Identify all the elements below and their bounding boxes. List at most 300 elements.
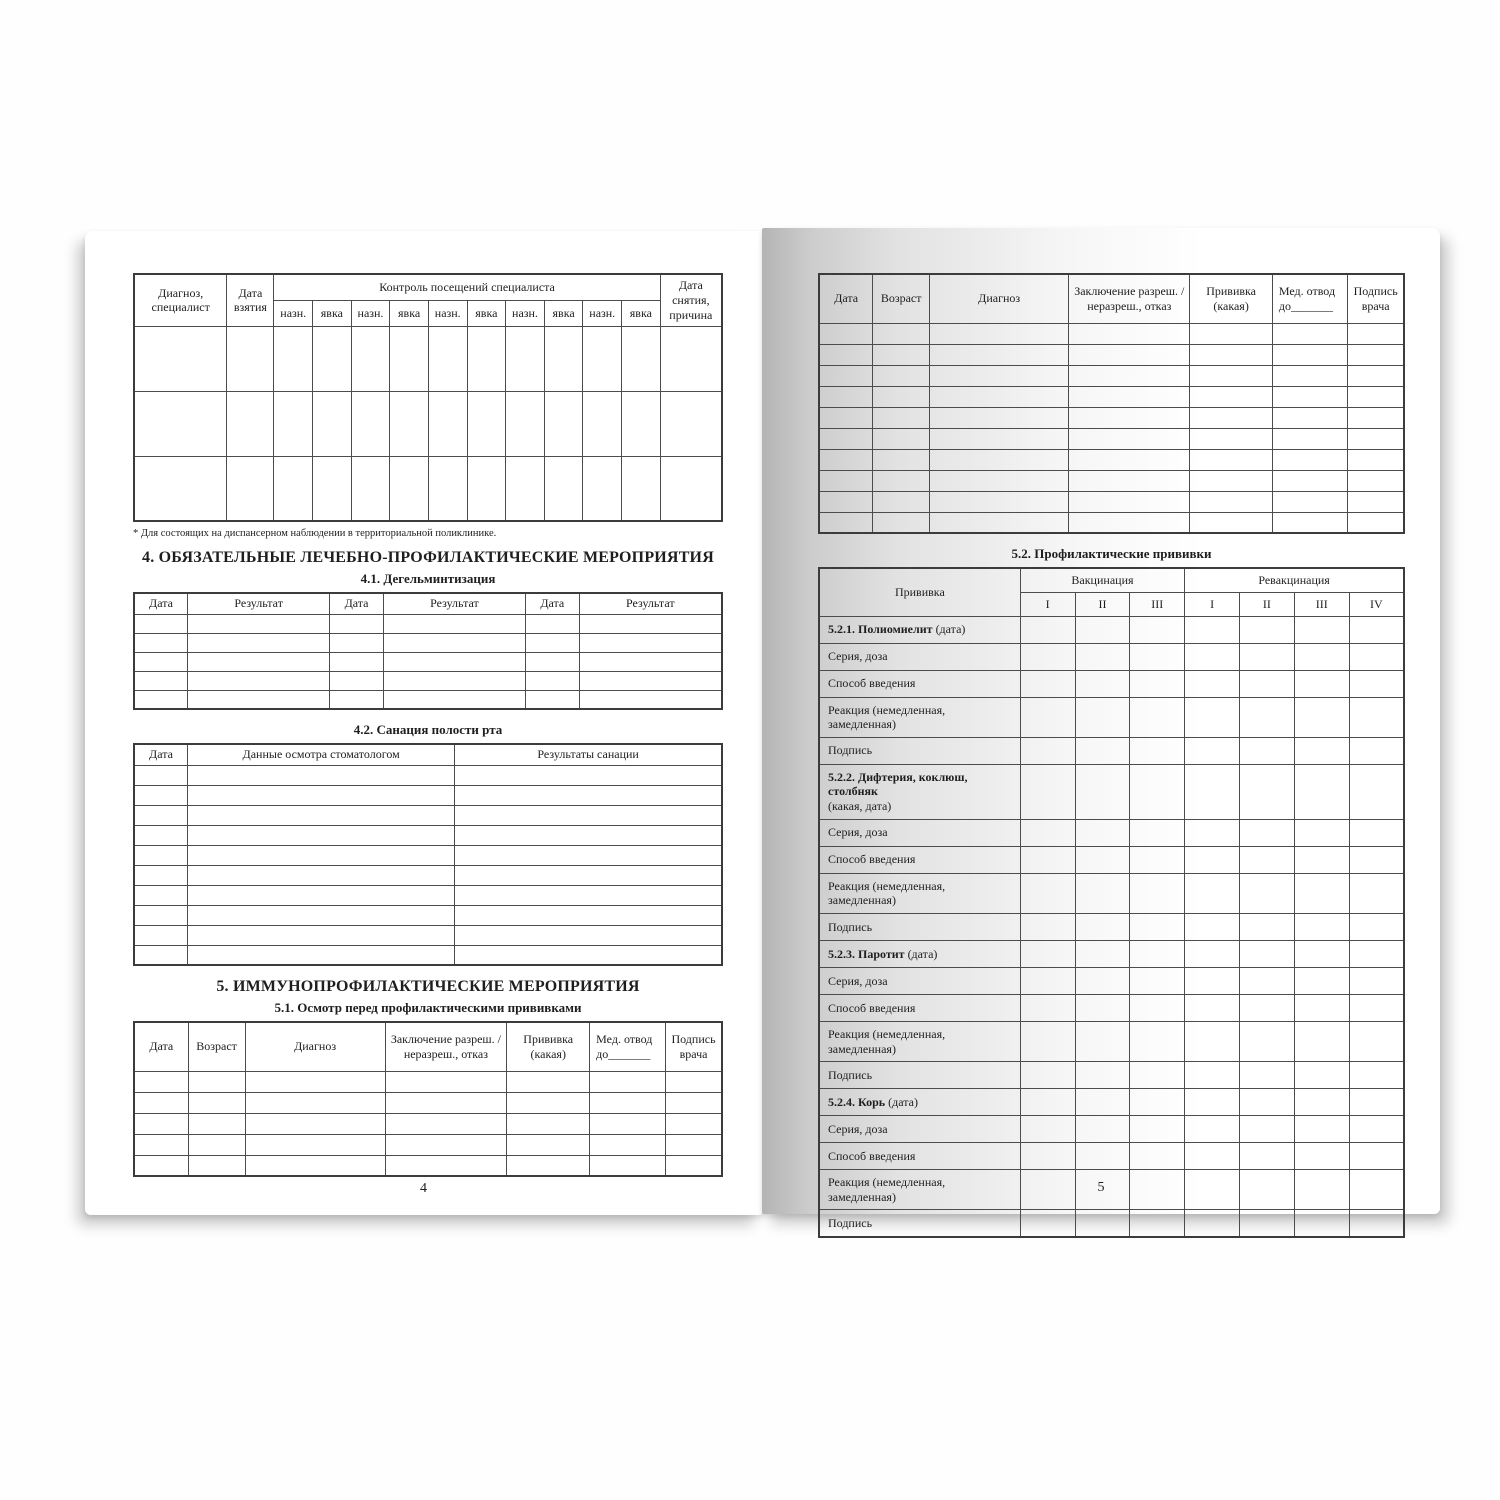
- empty-cell: [467, 456, 506, 521]
- empty-cell: [134, 1155, 188, 1176]
- vaccinations-table: [818, 567, 1405, 1238]
- table-row: [134, 1113, 722, 1134]
- empty-cell: [1069, 386, 1190, 407]
- empty-cell: [506, 456, 545, 521]
- vaccination-row-label: Серия, доза: [819, 643, 1020, 670]
- empty-cell: [1020, 940, 1075, 967]
- vaccination-row-label: Способ введения: [819, 846, 1020, 873]
- section-4-title: 4. ОБЯЗАТЕЛЬНЫЕ ЛЕЧЕБНО-ПРОФИЛАКТИЧЕСКИЕ МЕРОПРИЯТИЯ: [142, 549, 714, 566]
- empty-cell: [1239, 1143, 1294, 1170]
- vaccination-row: [819, 940, 1404, 967]
- col-revaccination-4: IV: [1349, 592, 1404, 616]
- empty-cell: [1239, 846, 1294, 873]
- empty-cell: [1075, 846, 1130, 873]
- empty-cell: [873, 512, 930, 533]
- empty-cell: [351, 456, 390, 521]
- empty-cell: [1075, 737, 1130, 764]
- empty-cell: [385, 1092, 507, 1113]
- empty-cell: [1130, 1089, 1185, 1116]
- empty-cell: [590, 1134, 666, 1155]
- empty-cell: [1272, 386, 1347, 407]
- table-row: [819, 365, 1404, 386]
- empty-cell: [455, 925, 722, 945]
- empty-cell: [1272, 428, 1347, 449]
- empty-cell: [1075, 873, 1130, 913]
- empty-cell: [1272, 407, 1347, 428]
- vaccination-row: [819, 1021, 1404, 1061]
- table-row: [134, 614, 722, 633]
- empty-cell: [1190, 491, 1272, 512]
- empty-cell: [1020, 967, 1075, 994]
- empty-cell: [188, 905, 455, 925]
- section-4-1-title: 4.1. Дегельминтизация: [360, 571, 496, 586]
- empty-cell: [455, 905, 722, 925]
- empty-cell: [1239, 643, 1294, 670]
- empty-cell: [930, 491, 1069, 512]
- empty-cell: [1349, 616, 1404, 643]
- col-age: Возраст: [873, 274, 930, 323]
- empty-cell: [1185, 940, 1240, 967]
- empty-cell: [1130, 873, 1185, 913]
- table-row: [134, 690, 722, 709]
- empty-cell: [526, 614, 580, 633]
- empty-cell: [383, 652, 525, 671]
- empty-cell: [819, 344, 873, 365]
- empty-cell: [188, 765, 455, 785]
- dispensary-observation-table: [133, 273, 723, 522]
- col-visit-control: Контроль посещений специалиста: [274, 274, 660, 300]
- dispensary-table-body: [134, 326, 722, 521]
- table-row: [819, 323, 1404, 344]
- vaccination-row-label: Подпись: [819, 1062, 1020, 1089]
- empty-cell: [134, 1134, 188, 1155]
- empty-cell: [526, 652, 580, 671]
- empty-cell: [1349, 1210, 1404, 1237]
- empty-cell: [1075, 616, 1130, 643]
- empty-cell: [455, 885, 722, 905]
- empty-cell: [245, 1155, 385, 1176]
- empty-cell: [134, 1113, 188, 1134]
- empty-cell: [1130, 616, 1185, 643]
- col-vaccination-group: Вакцинация: [1020, 568, 1184, 592]
- empty-cell: [1185, 764, 1240, 819]
- col-date: Дата: [134, 744, 188, 765]
- empty-cell: [1349, 846, 1404, 873]
- empty-cell: [188, 1155, 245, 1176]
- empty-cell: [1020, 737, 1075, 764]
- empty-cell: [245, 1092, 385, 1113]
- empty-cell: [330, 633, 384, 652]
- empty-cell: [1294, 967, 1349, 994]
- empty-cell: [930, 386, 1069, 407]
- empty-cell: [383, 614, 525, 633]
- empty-cell: [1075, 1089, 1130, 1116]
- empty-cell: [1239, 967, 1294, 994]
- col-doctor-signature: Подпись врача: [666, 1022, 722, 1071]
- col-appointed: назн.: [274, 300, 313, 326]
- col-dentist-exam: Данные осмотра стоматологом: [188, 744, 455, 765]
- empty-cell: [583, 326, 622, 391]
- empty-cell: [1185, 994, 1240, 1021]
- deworming-table-body: [134, 614, 722, 709]
- empty-cell: [1069, 428, 1190, 449]
- empty-cell: [383, 671, 525, 690]
- empty-cell: [188, 652, 330, 671]
- empty-cell: [313, 326, 352, 391]
- empty-cell: [1020, 994, 1075, 1021]
- empty-cell: [1069, 323, 1190, 344]
- empty-cell: [1185, 1116, 1240, 1143]
- empty-cell: [590, 1071, 666, 1092]
- empty-cell: [1020, 1062, 1075, 1089]
- table-row: [134, 865, 722, 885]
- table-row: [134, 1155, 722, 1176]
- empty-cell: [1348, 365, 1404, 386]
- empty-cell: [1185, 1089, 1240, 1116]
- empty-cell: [1075, 994, 1130, 1021]
- empty-cell: [188, 865, 455, 885]
- empty-cell: [390, 456, 429, 521]
- empty-cell: [188, 945, 455, 965]
- empty-cell: [1190, 323, 1272, 344]
- empty-cell: [390, 326, 429, 391]
- empty-cell: [1239, 819, 1294, 846]
- empty-cell: [930, 323, 1069, 344]
- empty-cell: [1294, 764, 1349, 819]
- vaccination-row-label: Способ введения: [819, 1143, 1020, 1170]
- empty-cell: [1272, 323, 1347, 344]
- empty-cell: [1069, 407, 1190, 428]
- empty-cell: [1130, 697, 1185, 737]
- oral-sanitation-table-header: [134, 744, 722, 765]
- empty-cell: [455, 825, 722, 845]
- empty-cell: [1239, 994, 1294, 1021]
- empty-cell: [134, 614, 188, 633]
- empty-cell: [330, 671, 384, 690]
- empty-cell: [385, 1071, 507, 1092]
- empty-cell: [1069, 365, 1190, 386]
- table-row: [134, 1071, 722, 1092]
- deworming-table-header: [134, 593, 722, 614]
- table-row: [134, 391, 722, 456]
- empty-cell: [1130, 764, 1185, 819]
- vaccination-row-label: Серия, доза: [819, 819, 1020, 846]
- vaccination-row: [819, 873, 1404, 913]
- empty-cell: [467, 326, 506, 391]
- empty-cell: [1130, 643, 1185, 670]
- empty-cell: [390, 391, 429, 456]
- empty-cell: [1185, 913, 1240, 940]
- empty-cell: [622, 391, 661, 456]
- empty-cell: [526, 633, 580, 652]
- empty-cell: [526, 690, 580, 709]
- empty-cell: [873, 386, 930, 407]
- empty-cell: [1020, 1143, 1075, 1170]
- col-diagnosis: Диагноз: [930, 274, 1069, 323]
- col-revaccination-group: Ревакцинация: [1185, 568, 1404, 592]
- empty-cell: [1349, 819, 1404, 846]
- empty-cell: [506, 326, 545, 391]
- empty-cell: [1020, 643, 1075, 670]
- empty-cell: [1294, 1062, 1349, 1089]
- empty-cell: [1020, 670, 1075, 697]
- empty-cell: [544, 456, 583, 521]
- empty-cell: [544, 391, 583, 456]
- empty-cell: [1349, 764, 1404, 819]
- empty-cell: [930, 365, 1069, 386]
- empty-cell: [134, 690, 188, 709]
- empty-cell: [583, 391, 622, 456]
- col-vaccination-2: II: [1075, 592, 1130, 616]
- empty-cell: [930, 470, 1069, 491]
- empty-cell: [1190, 449, 1272, 470]
- dispensary-footnote: * Для состоящих на диспансерном наблюдении в территориальной поликлинике.: [133, 528, 497, 539]
- col-appointed: назн.: [506, 300, 545, 326]
- empty-cell: [274, 391, 313, 456]
- vaccination-row: [819, 1143, 1404, 1170]
- empty-cell: [1130, 819, 1185, 846]
- empty-cell: [1185, 643, 1240, 670]
- empty-cell: [579, 671, 722, 690]
- col-vaccine-name: Прививка: [819, 568, 1020, 616]
- empty-cell: [1020, 819, 1075, 846]
- empty-cell: [188, 690, 330, 709]
- empty-cell: [1239, 616, 1294, 643]
- empty-cell: [1190, 365, 1272, 386]
- empty-cell: [134, 1092, 188, 1113]
- empty-cell: [134, 925, 188, 945]
- empty-cell: [1020, 1210, 1075, 1237]
- empty-cell: [1130, 846, 1185, 873]
- prevaccination-continued-body: [819, 323, 1404, 533]
- vaccination-row-label: Реакция (немедленная, замедленная): [819, 873, 1020, 913]
- empty-cell: [507, 1092, 590, 1113]
- empty-cell: [819, 470, 873, 491]
- empty-cell: [1020, 764, 1075, 819]
- oral-sanitation-table: [133, 743, 723, 966]
- empty-cell: [1075, 643, 1130, 670]
- empty-cell: [1069, 470, 1190, 491]
- empty-cell: [1294, 913, 1349, 940]
- table-row: [134, 785, 722, 805]
- col-date: Дата: [330, 593, 384, 614]
- empty-cell: [1348, 323, 1404, 344]
- empty-cell: [1294, 994, 1349, 1021]
- empty-cell: [660, 391, 722, 456]
- empty-cell: [1294, 1116, 1349, 1143]
- col-result: Результат: [188, 593, 330, 614]
- empty-cell: [134, 391, 227, 456]
- empty-cell: [1020, 697, 1075, 737]
- empty-cell: [455, 865, 722, 885]
- empty-cell: [188, 671, 330, 690]
- empty-cell: [274, 456, 313, 521]
- empty-cell: [622, 456, 661, 521]
- empty-cell: [134, 785, 188, 805]
- empty-cell: [1348, 344, 1404, 365]
- table-row: [819, 512, 1404, 533]
- empty-cell: [666, 1071, 722, 1092]
- empty-cell: [188, 925, 455, 945]
- empty-cell: [1272, 365, 1347, 386]
- empty-cell: [1185, 616, 1240, 643]
- empty-cell: [274, 326, 313, 391]
- table-row: [134, 633, 722, 652]
- table-row: [134, 326, 722, 391]
- empty-cell: [1239, 1062, 1294, 1089]
- empty-cell: [507, 1113, 590, 1134]
- empty-cell: [134, 945, 188, 965]
- empty-cell: [819, 407, 873, 428]
- empty-cell: [1185, 697, 1240, 737]
- empty-cell: [1190, 428, 1272, 449]
- empty-cell: [1239, 737, 1294, 764]
- col-revaccination-3: III: [1294, 592, 1349, 616]
- vaccinations-table-header: [819, 568, 1404, 616]
- empty-cell: [1348, 407, 1404, 428]
- empty-cell: [819, 449, 873, 470]
- empty-cell: [1075, 940, 1130, 967]
- empty-cell: [1190, 407, 1272, 428]
- section-5-2-title: 5.2. Профилактические прививки: [1011, 546, 1212, 561]
- col-medical-exemption: Мед. отвод до_______: [1272, 274, 1347, 323]
- empty-cell: [1349, 967, 1404, 994]
- empty-cell: [507, 1155, 590, 1176]
- page-left: [85, 231, 762, 1215]
- empty-cell: [1069, 449, 1190, 470]
- table-row: [134, 905, 722, 925]
- empty-cell: [1130, 1143, 1185, 1170]
- empty-cell: [666, 1113, 722, 1134]
- empty-cell: [1020, 1021, 1075, 1061]
- col-removal-date: Дата снятия, причина: [660, 274, 722, 326]
- table-row: [819, 344, 1404, 365]
- empty-cell: [579, 633, 722, 652]
- empty-cell: [1272, 491, 1347, 512]
- empty-cell: [330, 652, 384, 671]
- empty-cell: [227, 391, 274, 456]
- empty-cell: [1130, 670, 1185, 697]
- col-vaccination-3: III: [1130, 592, 1185, 616]
- table-row: [134, 945, 722, 965]
- empty-cell: [1349, 994, 1404, 1021]
- page-left-content: [85, 231, 762, 1196]
- empty-cell: [351, 391, 390, 456]
- empty-cell: [1130, 940, 1185, 967]
- empty-cell: [188, 1092, 245, 1113]
- empty-cell: [1239, 913, 1294, 940]
- col-appointed: назн.: [583, 300, 622, 326]
- empty-cell: [245, 1113, 385, 1134]
- empty-cell: [188, 1071, 245, 1092]
- col-result: Результат: [579, 593, 722, 614]
- empty-cell: [330, 690, 384, 709]
- empty-cell: [873, 491, 930, 512]
- col-attended: явка: [622, 300, 661, 326]
- empty-cell: [1294, 643, 1349, 670]
- empty-cell: [873, 323, 930, 344]
- empty-cell: [1239, 1116, 1294, 1143]
- empty-cell: [1294, 873, 1349, 913]
- empty-cell: [1294, 670, 1349, 697]
- col-doctor-signature: Подпись врача: [1348, 274, 1404, 323]
- empty-cell: [590, 1113, 666, 1134]
- empty-cell: [873, 428, 930, 449]
- empty-cell: [1069, 512, 1190, 533]
- empty-cell: [1185, 1062, 1240, 1089]
- col-date-taken: Дата взятия: [227, 274, 274, 326]
- vaccination-row-label: 5.2.4. Корь (дата): [819, 1089, 1020, 1116]
- empty-cell: [1130, 967, 1185, 994]
- empty-cell: [873, 344, 930, 365]
- empty-cell: [1294, 1089, 1349, 1116]
- empty-cell: [1185, 1021, 1240, 1061]
- empty-cell: [1349, 737, 1404, 764]
- empty-cell: [313, 391, 352, 456]
- empty-cell: [1239, 697, 1294, 737]
- empty-cell: [1349, 1116, 1404, 1143]
- empty-cell: [1075, 819, 1130, 846]
- empty-cell: [134, 865, 188, 885]
- empty-cell: [1075, 670, 1130, 697]
- section-4-2-title: 4.2. Санация полости рта: [353, 722, 503, 737]
- empty-cell: [428, 456, 467, 521]
- empty-cell: [1349, 670, 1404, 697]
- prevaccination-continued-header: [819, 274, 1404, 323]
- empty-cell: [1348, 491, 1404, 512]
- vaccination-row: [819, 994, 1404, 1021]
- empty-cell: [1272, 449, 1347, 470]
- empty-cell: [1020, 873, 1075, 913]
- empty-cell: [1069, 344, 1190, 365]
- empty-cell: [1185, 1210, 1240, 1237]
- vaccinations-table-body: [819, 616, 1404, 1237]
- page-number-right: 5: [1097, 1180, 1105, 1195]
- empty-cell: [930, 512, 1069, 533]
- empty-cell: [1348, 470, 1404, 491]
- empty-cell: [1185, 670, 1240, 697]
- table-row: [134, 456, 722, 521]
- empty-cell: [188, 885, 455, 905]
- empty-cell: [590, 1155, 666, 1176]
- vaccination-row-label: Способ введения: [819, 994, 1020, 1021]
- col-attended: явка: [313, 300, 352, 326]
- empty-cell: [1130, 1116, 1185, 1143]
- page-number-left: 4: [420, 1181, 427, 1196]
- empty-cell: [428, 326, 467, 391]
- empty-cell: [666, 1134, 722, 1155]
- col-attended: явка: [544, 300, 583, 326]
- empty-cell: [579, 652, 722, 671]
- empty-cell: [383, 633, 525, 652]
- vaccination-row-label: Подпись: [819, 913, 1020, 940]
- vaccination-row-label: 5.2.1. Полиомиелит (дата): [819, 616, 1020, 643]
- prevaccination-exam-table: [133, 1021, 723, 1177]
- empty-cell: [188, 845, 455, 865]
- empty-cell: [330, 614, 384, 633]
- table-row: [134, 1134, 722, 1155]
- empty-cell: [1130, 1021, 1185, 1061]
- empty-cell: [583, 456, 622, 521]
- empty-cell: [385, 1155, 507, 1176]
- col-diagnosis-specialist: Диагноз, специалист: [134, 274, 227, 326]
- empty-cell: [1239, 940, 1294, 967]
- empty-cell: [819, 365, 873, 386]
- empty-cell: [1294, 616, 1349, 643]
- empty-cell: [819, 491, 873, 512]
- empty-cell: [455, 785, 722, 805]
- empty-cell: [134, 905, 188, 925]
